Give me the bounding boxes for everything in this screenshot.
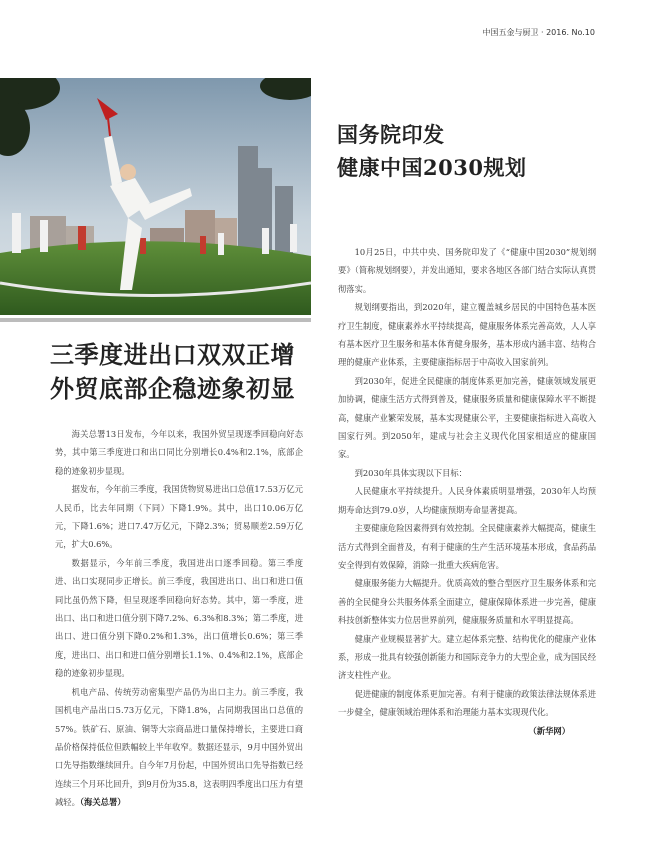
left-title-line-2: 外贸底部企稳迹象初显 (50, 374, 295, 403)
left-paragraph-text: 机电产品、传统劳动密集型产品仍为出口主力。前三季度，我国机电产品出口5.73万亿元，下降1.8%，占同期我国出口总值的57%。铁矿石、原油、铜等大宗商品进口量保持增长，主要进口商品价格保持低位但跌幅较上半年收窄。数据还显示，9月中国外贸出口先导指数继续回升。自今年7月份起，中国外贸出口先导指数已经连续三个月环比回升，到9月份为35.8，这表明四季度出口压力有望减轻。 (55, 686, 303, 808)
left-paragraph: 数据显示，今年前三季度，我国进出口逐季回稳。第三季度进、出口实现同步正增长。前三季度，我国进出口、出口和进口值同比虽仍然下降，但呈现逐季回稳向好态势。其中，第一季度，进出口、出口和进口值分别下降7.2%、6.3%和8.3%；第二季度，进出口、进口值分别下降0.2%和1.3%，出口值增长0.6%；第三季度，进出口、出口和进口值分别增长1.1%、0.4%和2.1%，底部企稳的迹象初步显现。 (55, 557, 303, 679)
right-title-line-1: 国务院印发 (337, 122, 445, 147)
right-paragraph: 健康产业规模显著扩大。建立起体系完整、结构优化的健康产业体系，形成一批具有较强创新能力和国际竞争力的大型企业，成为国民经济支柱性产业。 (338, 633, 596, 681)
left-paragraph-last (55, 683, 303, 812)
right-paragraph: 人民健康水平持续提升。人民身体素质明显增强，2030年人均预期寿命达到79.0岁，人均健康预期寿命显著提高。 (338, 486, 596, 515)
right-article-title (337, 118, 597, 184)
right-title-line-2: 健康中国2030规划 (337, 155, 527, 180)
left-article-body (55, 425, 303, 812)
tai-chi-photo (0, 78, 311, 315)
page-header: 中国五金与厨卫 · 2016. No.10 (482, 28, 595, 37)
right-article-body (338, 243, 596, 740)
right-article-credit: （新华网） (528, 725, 570, 736)
right-paragraph: 促进健康的制度体系更加完善。有利于健康的政策法律法规体系进一步健全，健康领域治理体系和治理能力基本实现现代化。 (338, 688, 596, 718)
right-paragraph: 健康服务能力大幅提升。优质高效的整合型医疗卫生服务体系和完善的全民健身公共服务体系全面建立，健康保障体系进一步完善，健康科技创新整体实力位居世界前列，健康服务质量和水平明显提高。 (338, 578, 596, 626)
right-paragraph: 到2030年具体实现以下目标： (354, 467, 467, 478)
tai-chi-illustration (0, 78, 311, 315)
left-paragraph: 海关总署13日发布，今年以来，我国外贸呈现逐季回稳向好态势，其中第三季度进口和出口同比分别增长0.4%和2.1%，底部企稳的迹象初步显现。 (55, 429, 303, 476)
right-paragraph: 到2030年，促进全民健康的制度体系更加完善，健康领域发展更加协调，健康生活方式得到普及，健康服务质量和健康保障水平不断提高，健康产业繁荣发展，基本实现健康公平，主要健康指标进入高收入国家行列。到2050年，建成与社会主义现代化国家相适应的健康国家。 (338, 375, 596, 460)
right-paragraph: 规划纲要指出，到2020年，建立覆盖城乡居民的中国特色基本医疗卫生制度，健康素养水平持续提高，健康服务体系完善高效，人人享有基本医疗卫生服务和基本体育健身服务，基本形成内涵丰富、结构合理的健康产业体系，主要健康指标居于中高收入国家前列。 (338, 302, 596, 368)
right-paragraph: 10月25日，中共中央、国务院印发了《“健康中国2030”规划纲要》（简称规划纲要），并发出通知，要求各地区各部门结合实际认真贯彻落实。 (338, 247, 596, 294)
right-paragraph: 主要健康危险因素得到有效控制。全民健康素养大幅提高，健康生活方式得到全面普及，有利于健康的生产生活环境基本形成，食品药品安全得到有效保障，消除一批重大疾病危害。 (338, 523, 596, 570)
left-title-line-1: 三季度进出口双双正增 (50, 340, 295, 369)
left-article-credit: （海关总署） (79, 797, 126, 808)
left-paragraph: 据发布，今年前三季度，我国货物贸易进出口总值17.53万亿元人民币，比去年同期（下同）下降1.9%。其中，出口10.06万亿元，下降1.6%；进口7.47万亿元，下降2.3%；贸易顺差2.59万亿元，扩大0.6%。 (55, 484, 303, 550)
left-article-title (50, 338, 310, 406)
photo-divider (0, 318, 311, 322)
right-credit-line (338, 722, 596, 740)
